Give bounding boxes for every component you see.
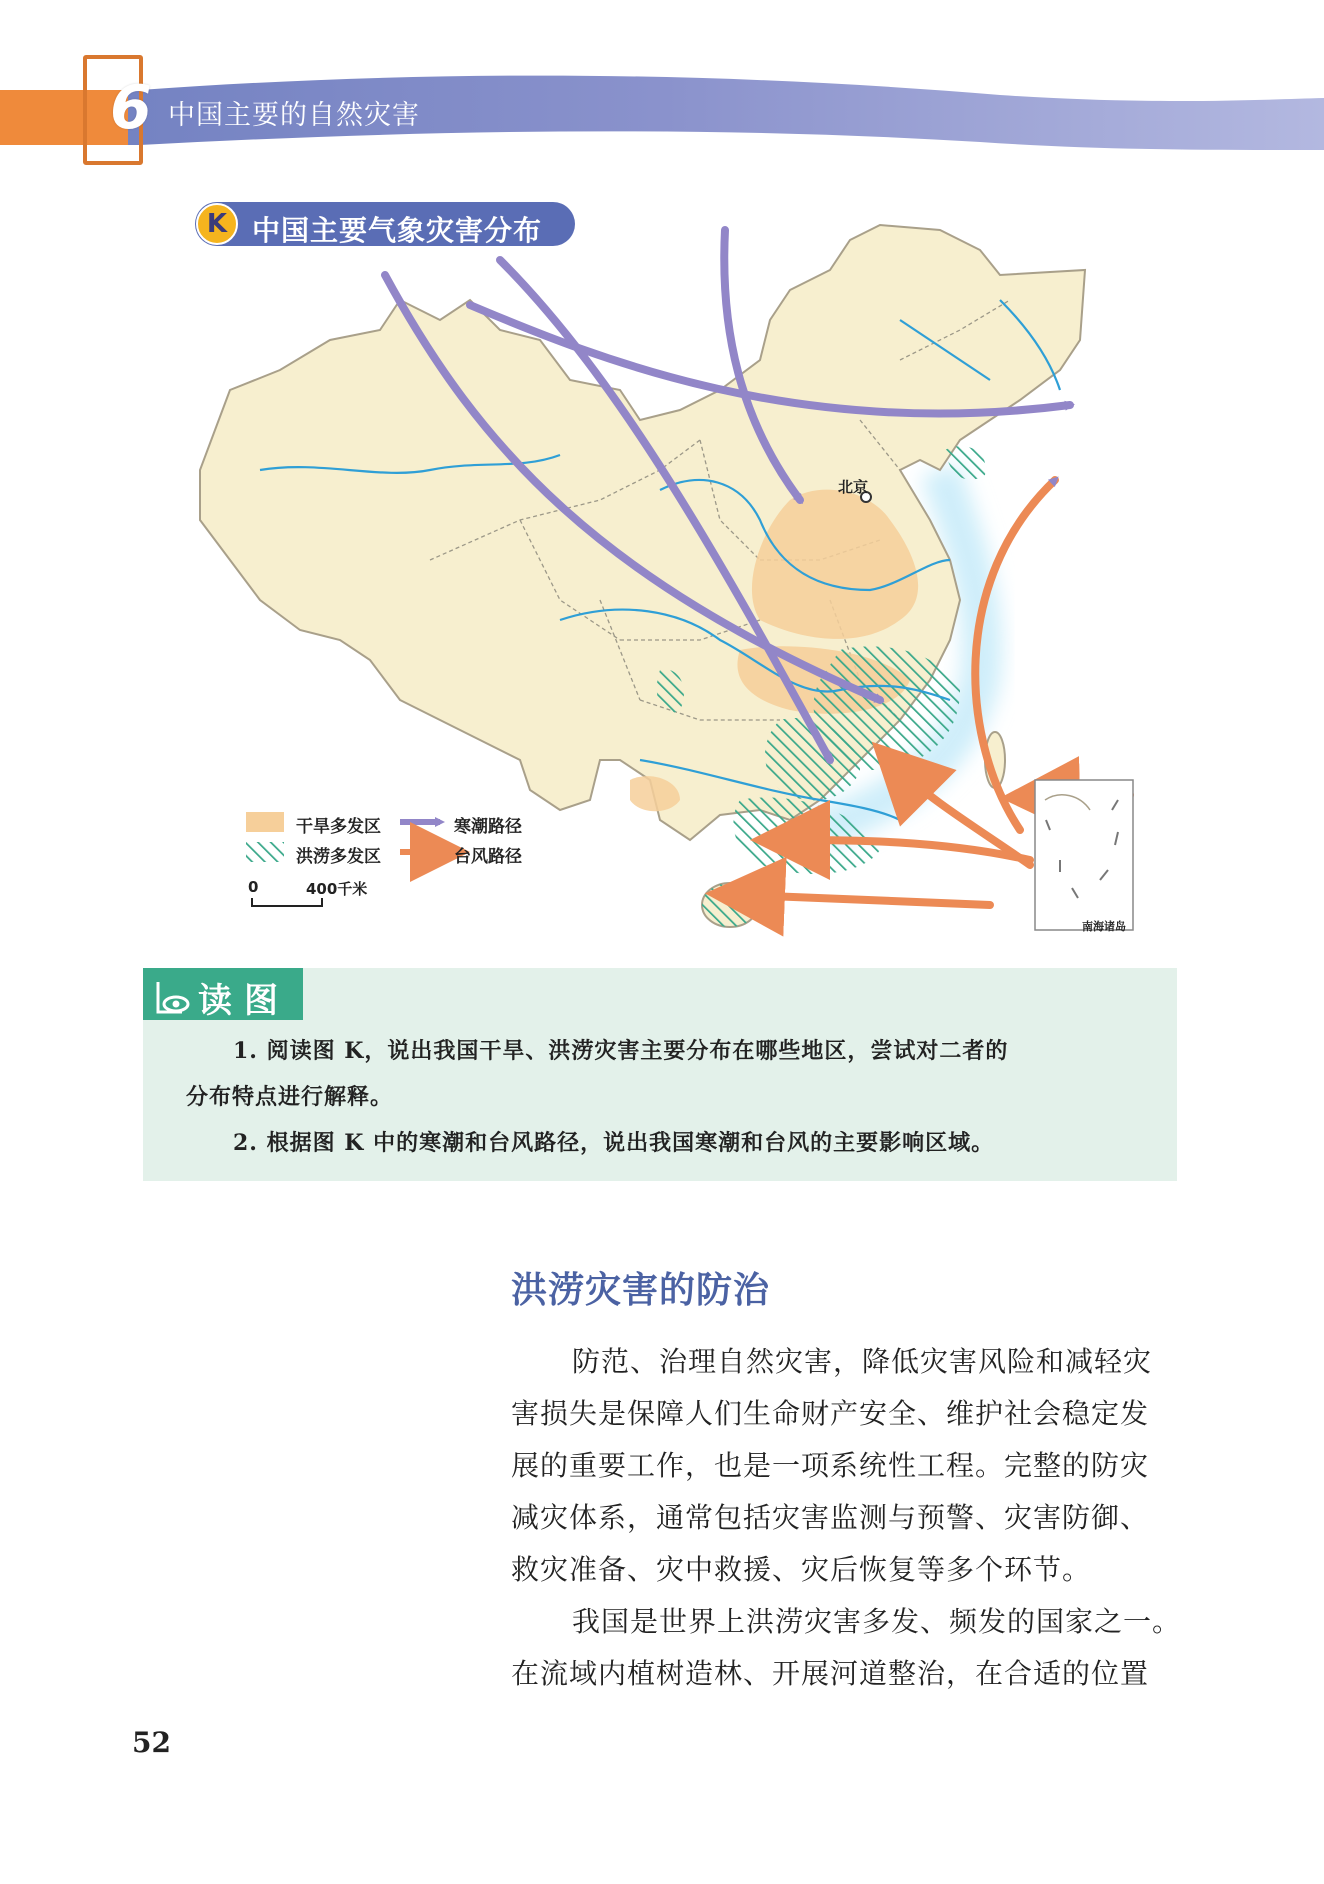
page-number: 52 <box>132 1726 171 1759</box>
scale-zero: 0 <box>248 878 259 896</box>
legend-drought-swatch <box>246 812 284 832</box>
scale-bar <box>252 898 322 906</box>
section-title: 洪涝灾害的防治 <box>511 1270 771 1311</box>
south-china-sea-inset <box>1035 780 1133 930</box>
legend-flood: 洪涝多发区 <box>296 847 381 867</box>
paragraph-line: 害损失是保障人们生命财产安全、维护社会稳定发 <box>511 1397 1150 1430</box>
paragraph-line: 在流域内植树造林、开展河道整治，在合适的位置 <box>511 1657 1150 1690</box>
legend-cold-wave: 寒潮路径 <box>454 817 522 837</box>
question-1-line-2: 分布特点进行解释。 <box>186 1084 394 1110</box>
paragraph-line: 展的重要工作，也是一项系统性工程。完整的防灾 <box>511 1449 1150 1482</box>
question-1-line-1: 1. 阅读图 K，说出我国干旱、洪涝灾害主要分布在哪些地区，尝试对二者的 <box>233 1038 1009 1064</box>
scale-distance: 400千米 <box>306 880 368 898</box>
chapter-title: 中国主要的自然灾害 <box>168 100 420 131</box>
map-title: 中国主要气象灾害分布 <box>252 214 543 247</box>
beijing-label: 北京 <box>838 478 869 496</box>
legend-typhoon: 台风路径 <box>454 847 522 867</box>
south-sea-label: 南海诸岛 <box>1082 920 1126 933</box>
paragraph-line: 我国是世界上洪涝灾害多发、频发的国家之一。 <box>572 1605 1182 1638</box>
reading-label: 读图 <box>198 981 290 1021</box>
paragraph-line: 救灾准备、灾中救援、灾后恢复等多个环节。 <box>511 1553 1092 1586</box>
chapter-number: 6 <box>110 73 152 143</box>
paragraph-line: 减灾体系，通常包括灾害监测与预警、灾害防御、 <box>511 1501 1150 1534</box>
chapter-header-band <box>0 0 1324 180</box>
reading-eye-icon <box>152 978 192 1018</box>
hainan-flood-hatch <box>702 883 758 927</box>
question-2: 2. 根据图 K 中的寒潮和台风路径，说出我国寒潮和台风的主要影响区域。 <box>233 1130 995 1156</box>
legend-drought: 干旱多发区 <box>296 817 381 837</box>
map-figure-badge: K <box>196 203 238 245</box>
legend-flood-swatch <box>246 842 284 862</box>
paragraph-line: 防范、治理自然灾害，降低灾害风险和减轻灾 <box>572 1345 1153 1378</box>
